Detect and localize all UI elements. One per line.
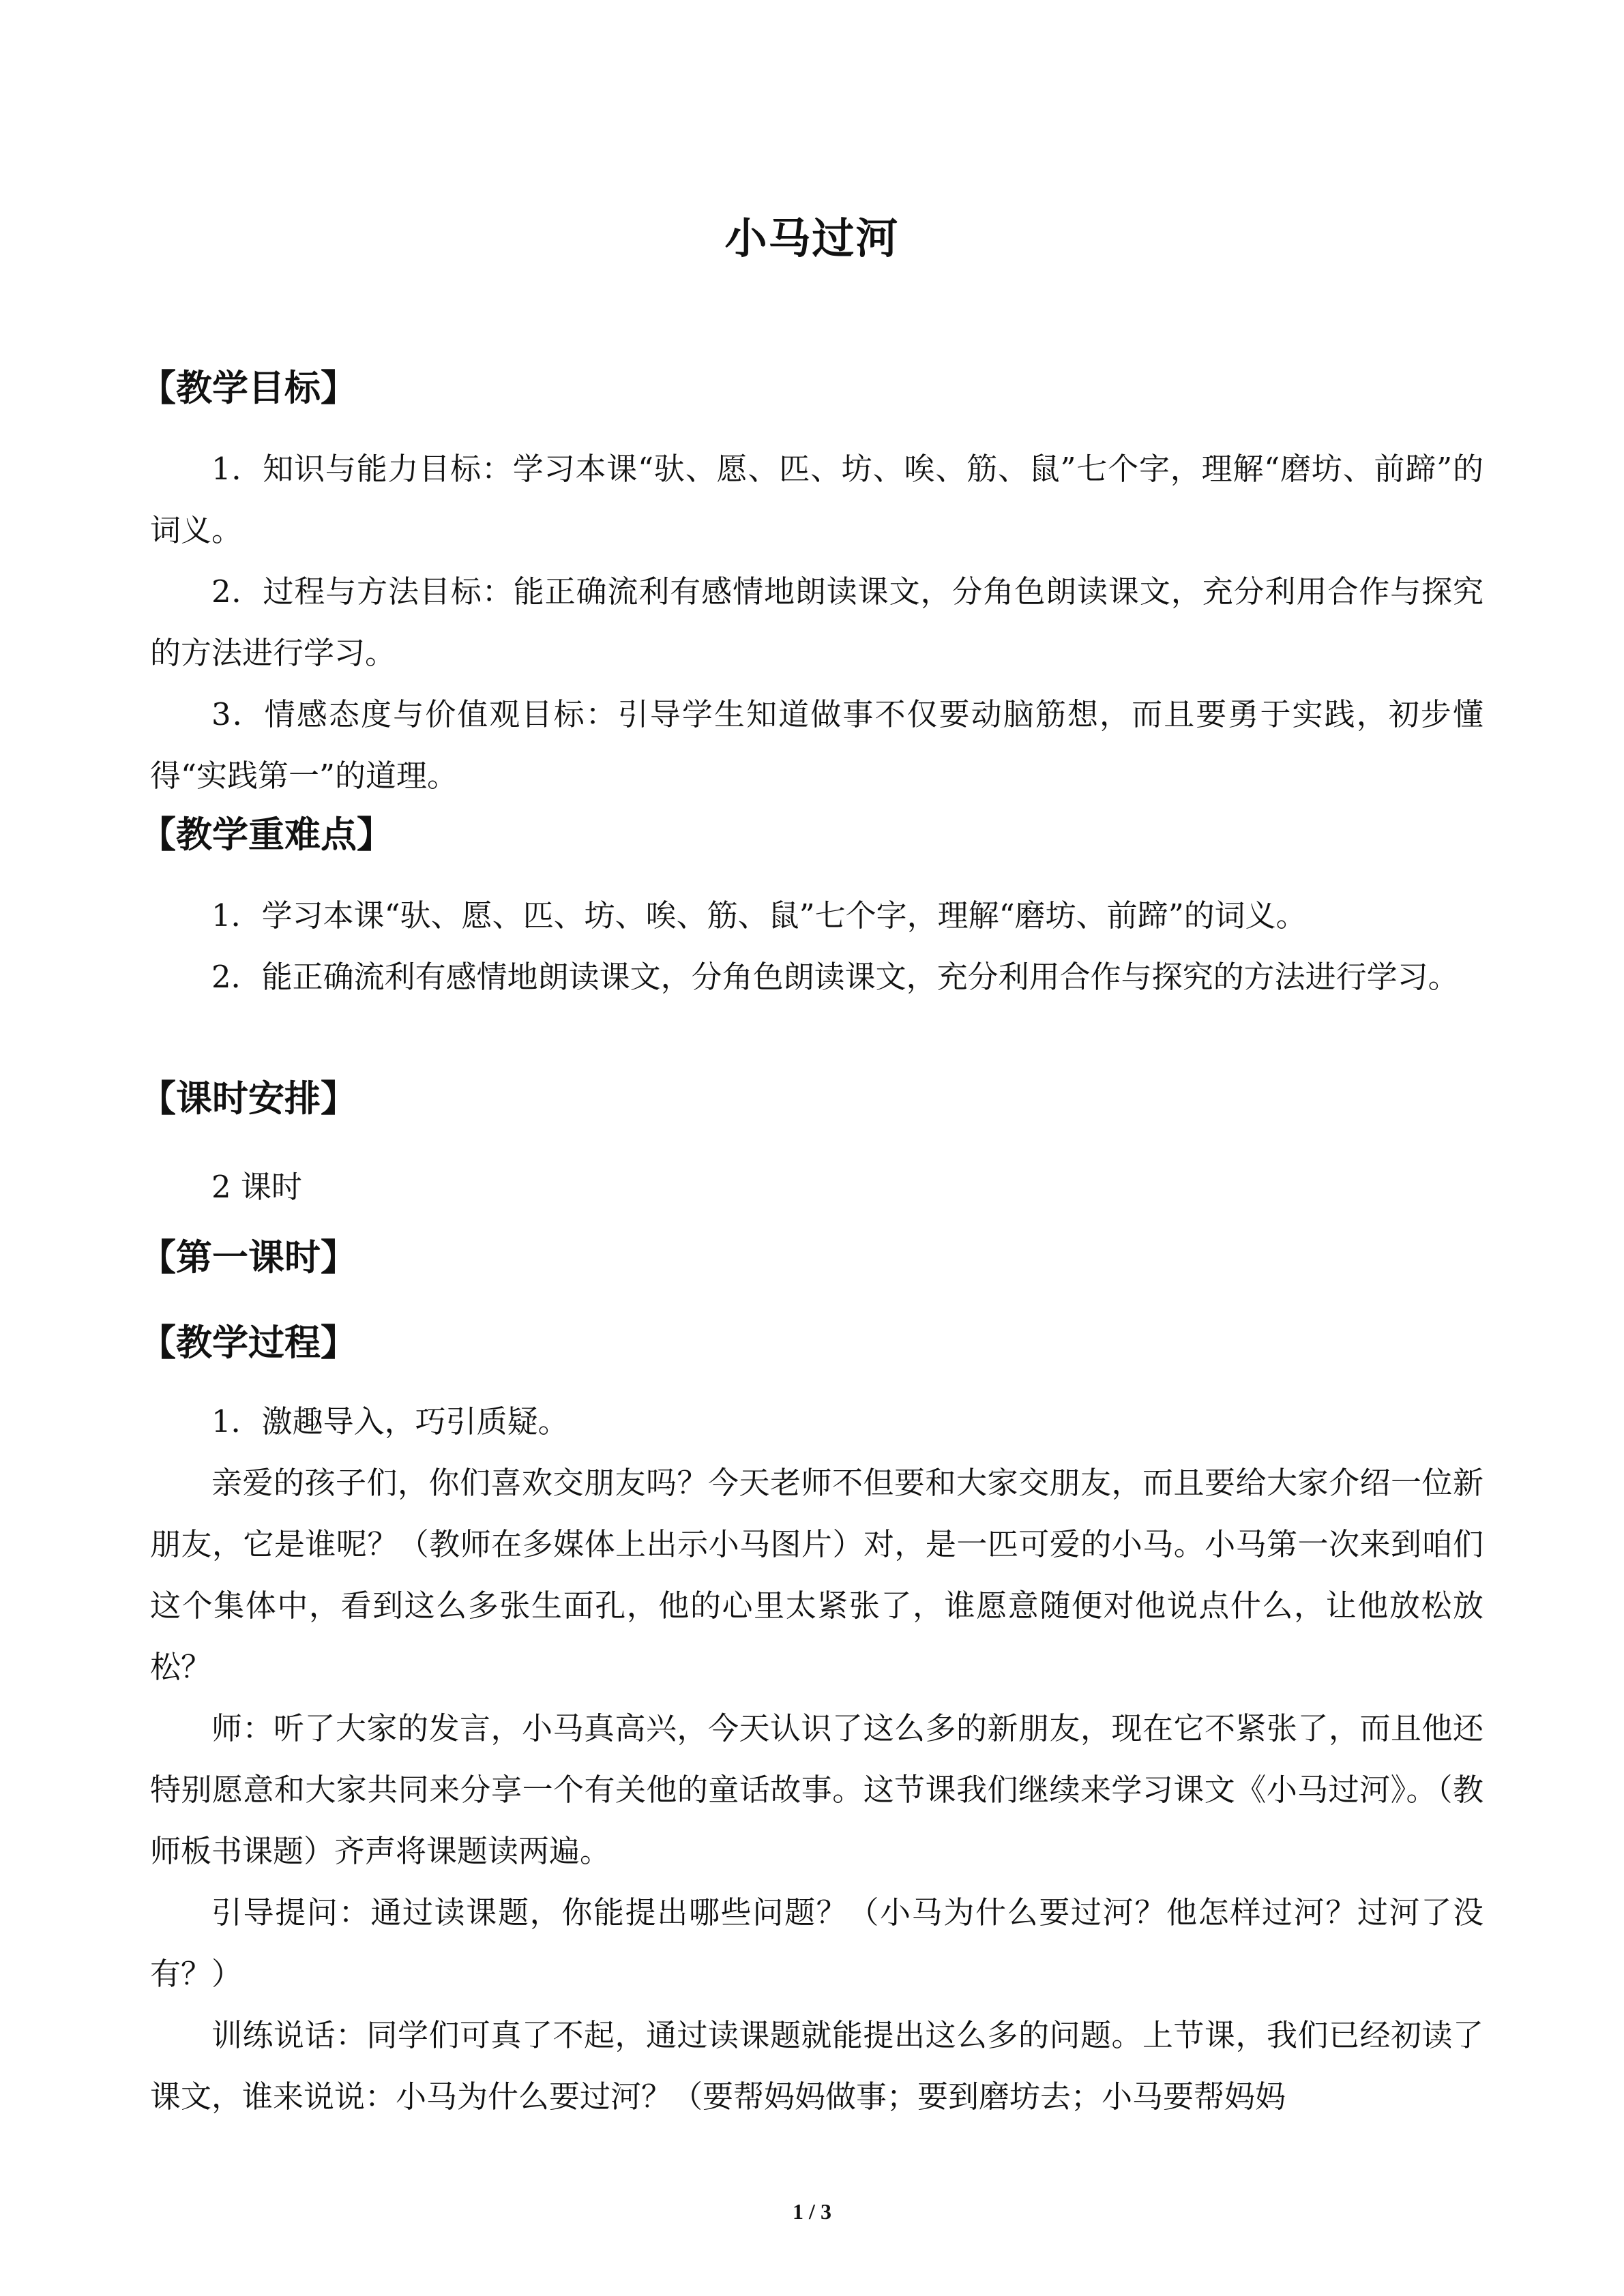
page-number: 1 / 3 (793, 2199, 831, 2224)
heading-schedule: 【课时安排】 (140, 1078, 357, 1120)
heading-objectives: 【教学目标】 (140, 368, 357, 409)
process-paragraph-teacher: 师：听了大家的发言，小马真高兴，今天认识了这么多的新朋友，现在它不紧张了，而且他还特别愿意和大家共同来分享一个有关他的童话故事。这节课我们继续来学习课文《小马过河》。（教师板书课题）齐声将课题读两遍。 (150, 1710, 1483, 1869)
heading-key-points: 【教学重难点】 (140, 814, 393, 856)
document-title: 小马过河 (724, 213, 900, 263)
objective-item-2: 2．过程与方法目标：能正确流利有感情地朗读课文，分角色朗读课文，充分利用合作与探究的方法进行学习。 (150, 573, 1483, 671)
process-paragraph-intro: 亲爱的孩子们，你们喜欢交朋友吗？今天老师不但要和大家交朋友，而且要给大家介绍一位新朋友，它是谁呢？（教师在多媒体上出示小马图片）对，是一匹可爱的小马。小马第一次来到咱们这个集体中，看到这么多张生面孔，他的心里太紧张了，谁愿意随便对他说点什么，让他放松放松？ (150, 1465, 1483, 1685)
heading-lesson-one: 【第一课时】 (140, 1237, 357, 1279)
key-point-item-2: 2．能正确流利有感情地朗读课文，分角色朗读课文，充分利用合作与探究的方法进行学习。 (211, 959, 1459, 995)
process-item-1: 1．激趣导入，巧引质疑。 (211, 1403, 569, 1440)
objective-item-1: 1．知识与能力目标：学习本课“驮、愿、匹、坊、唉、筋、鼠”七个字，理解“磨坊、前蹄”的词义。 (150, 451, 1483, 548)
process-paragraph-practice: 训练说话：同学们可真了不起，通过读课题就能提出这么多的问题。上节课，我们已经初读了课文，谁来说说：小马为什么要过河？（要帮妈妈做事；要到磨坊去；小马要帮妈妈 (150, 2017, 1483, 2115)
objective-item-3: 3．情感态度与价值观目标：引导学生知道做事不仅要动脑筋想，而且要勇于实践，初步懂得“实践第一”的道理。 (150, 696, 1483, 794)
process-paragraph-question: 引导提问：通过读课题，你能提出哪些问题？（小马为什么要过河？他怎样过河？过河了没有？） (150, 1894, 1483, 1992)
key-point-item-1: 1．学习本课“驮、愿、匹、坊、唉、筋、鼠”七个字，理解“磨坊、前蹄”的词义。 (211, 897, 1307, 934)
schedule-text: 2 课时 (211, 1169, 302, 1205)
heading-process: 【教学过程】 (140, 1322, 357, 1364)
